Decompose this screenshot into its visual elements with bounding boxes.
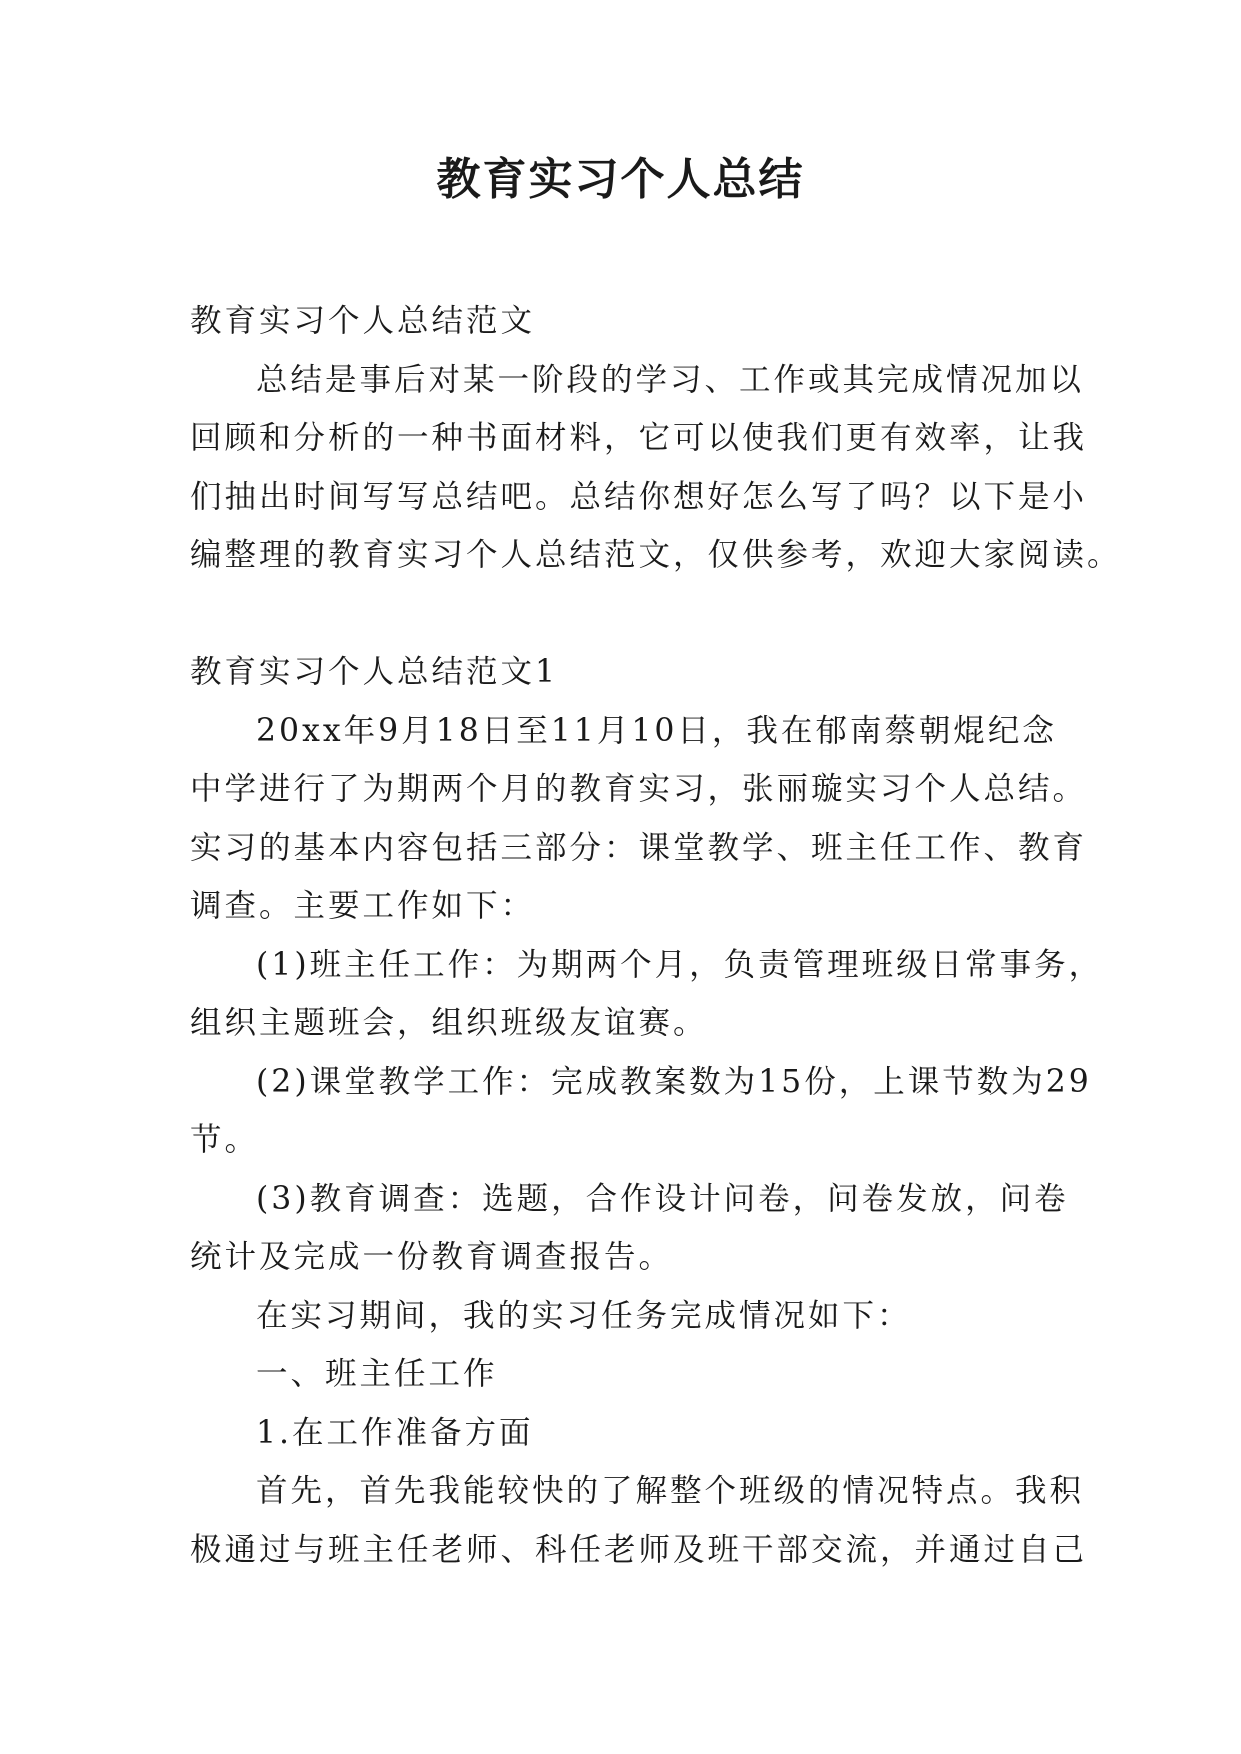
- paragraph-line: 极通过与班主任老师、科任老师及班干部交流，并通过自己: [190, 1531, 1088, 1568]
- paragraph-line: 在实习期间，我的实习任务完成情况如下：: [256, 1297, 912, 1334]
- paragraph-line: 20xx年9月18日至11月10日，我在郁南蔡朝焜纪念: [256, 712, 1057, 749]
- list-item-line: 组织主题班会，组织班级友谊赛。: [190, 1005, 708, 1041]
- paragraph-gap: [190, 585, 1065, 644]
- paragraph-line: 实习的基本内容包括三部分：课堂教学、班主任工作、教育: [190, 829, 1088, 866]
- paragraph-line: 中学进行了为期两个月的教育实习，张丽璇实习个人总结。: [190, 771, 1088, 807]
- subheading: 1.在工作准备方面: [256, 1414, 534, 1451]
- paragraph-line: 总结是事后对某一阶段的学习、工作或其完成情况加以: [256, 361, 1085, 398]
- list-item-line: (2)课堂教学工作：完成教案数为15份，上课节数为29: [256, 1063, 1092, 1100]
- document-body: [190, 292, 1122, 1579]
- list-item-line: (1)班主任工作：为期两个月，负责管理班级日常事务，: [256, 946, 1104, 983]
- paragraph-line: 首先，首先我能较快的了解整个班级的情况特点。我积: [256, 1473, 1085, 1509]
- document-title: 教育实习个人总结: [436, 154, 805, 205]
- paragraph-line: 调查。主要工作如下：: [190, 888, 536, 924]
- list-item-line: 节。: [190, 1122, 260, 1158]
- list-item-line: 统计及完成一份教育调查报告。: [190, 1239, 674, 1275]
- section-heading: 教育实习个人总结范文: [190, 303, 536, 339]
- paragraph-line: 回顾和分析的一种书面材料，它可以使我们更有效率，让我: [190, 420, 1088, 456]
- section-heading: 教育实习个人总结范文1: [190, 654, 559, 690]
- list-item-line: (3)教育调查：选题，合作设计问卷，问卷发放，问卷: [256, 1180, 1069, 1217]
- paragraph-line: 编整理的教育实习个人总结范文，仅供参考，欢迎大家阅读。: [190, 537, 1122, 573]
- paragraph-line: 们抽出时间写写总结吧。总结你想好怎么写了吗？以下是小: [190, 478, 1088, 515]
- subheading: 一、班主任工作: [256, 1356, 498, 1392]
